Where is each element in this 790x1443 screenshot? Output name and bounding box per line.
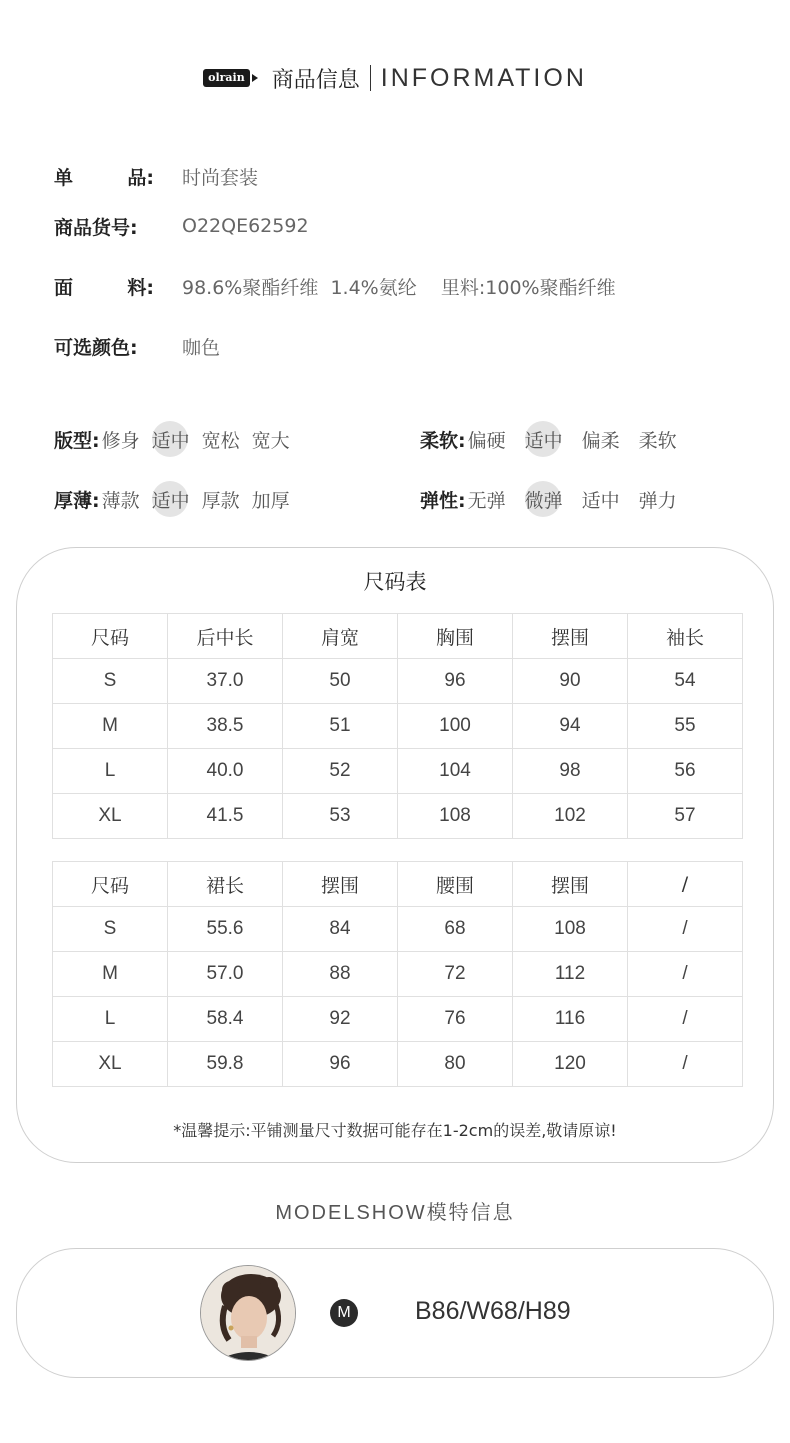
info-label-fabric: 面 料: bbox=[54, 276, 154, 299]
table-cell: 108 bbox=[398, 794, 513, 839]
table-cell: / bbox=[628, 997, 743, 1042]
table-cell: 100 bbox=[398, 704, 513, 749]
info-label-item: 单 品: bbox=[54, 166, 154, 189]
info-value-item: 时尚套装 bbox=[182, 166, 259, 189]
table-cell: 96 bbox=[283, 1042, 398, 1087]
attr-elasticity-option: 无弹 bbox=[467, 489, 506, 512]
table-cell: 76 bbox=[398, 997, 513, 1042]
table-cell: 80 bbox=[398, 1042, 513, 1087]
table-row bbox=[53, 1042, 743, 1087]
model-section-title: MODELSHOW模特信息 bbox=[275, 1202, 515, 1224]
table-cell: 53 bbox=[283, 794, 398, 839]
table-header-cell: 尺码 bbox=[53, 862, 168, 907]
table-header-cell: 胸围 bbox=[398, 614, 513, 659]
table-cell: 92 bbox=[283, 997, 398, 1042]
attr-fit-option: 宽松 bbox=[201, 429, 240, 452]
play-triangle-icon bbox=[252, 74, 258, 82]
model-measurements: B86/W68/H89 bbox=[415, 1297, 571, 1325]
table-cell: 108 bbox=[513, 907, 628, 952]
table-cell: 68 bbox=[398, 907, 513, 952]
attr-elasticity-label: 弹性: bbox=[420, 489, 466, 512]
table-cell: 55.6 bbox=[168, 907, 283, 952]
attr-thickness-label: 厚薄: bbox=[54, 489, 100, 512]
table-cell: XL bbox=[53, 1042, 168, 1087]
table-header-cell: 摆围 bbox=[513, 862, 628, 907]
header-title-cn: 商品信息 bbox=[271, 67, 360, 93]
table-cell: M bbox=[53, 952, 168, 997]
table-cell: 50 bbox=[283, 659, 398, 704]
bottom-size-table bbox=[52, 861, 743, 1087]
attr-elasticity bbox=[420, 479, 677, 519]
size-chart-title: 尺码表 bbox=[363, 570, 427, 594]
attr-fit-option: 宽大 bbox=[251, 429, 290, 452]
table-cell: M bbox=[53, 704, 168, 749]
table-row bbox=[53, 997, 743, 1042]
table-cell: 57 bbox=[628, 794, 743, 839]
info-row-fabric bbox=[54, 271, 616, 301]
table-cell: 116 bbox=[513, 997, 628, 1042]
top-size-table bbox=[52, 613, 743, 839]
info-value-sku: O22QE62592 bbox=[182, 215, 309, 237]
table-row bbox=[53, 704, 743, 749]
table-cell: L bbox=[53, 997, 168, 1042]
table-row bbox=[53, 749, 743, 794]
info-label-sku: 商品货号: bbox=[54, 216, 138, 239]
table-cell: 58.4 bbox=[168, 997, 283, 1042]
info-value-color: 咖色 bbox=[182, 336, 221, 359]
table-header-cell: 裙长 bbox=[168, 862, 283, 907]
attr-thickness-option: 厚款 bbox=[201, 489, 240, 512]
info-row-color bbox=[54, 331, 220, 361]
info-row-item bbox=[54, 161, 258, 191]
table-header-row bbox=[53, 614, 743, 659]
table-cell: 84 bbox=[283, 907, 398, 952]
table-cell: 57.0 bbox=[168, 952, 283, 997]
table-header-cell: 袖长 bbox=[628, 614, 743, 659]
attr-fit-label: 版型: bbox=[54, 429, 100, 452]
table-header-cell: 摆围 bbox=[283, 862, 398, 907]
info-label-color: 可选颜色: bbox=[54, 336, 138, 359]
attr-softness-label: 柔软: bbox=[420, 429, 466, 452]
attr-softness-option: 柔软 bbox=[638, 429, 677, 452]
model-portrait-icon bbox=[201, 1266, 296, 1361]
table-cell: XL bbox=[53, 794, 168, 839]
attr-thickness-option: 加厚 bbox=[251, 489, 290, 512]
model-size-badge: M bbox=[330, 1299, 358, 1327]
table-cell: 102 bbox=[513, 794, 628, 839]
attr-fit-option-selected: 适中 bbox=[152, 426, 190, 453]
table-cell: 120 bbox=[513, 1042, 628, 1087]
table-cell: 37.0 bbox=[168, 659, 283, 704]
table-header-cell: 后中长 bbox=[168, 614, 283, 659]
table-row bbox=[53, 659, 743, 704]
table-cell: S bbox=[53, 907, 168, 952]
page-header bbox=[0, 58, 790, 98]
table-header-cell: 摆围 bbox=[513, 614, 628, 659]
model-card bbox=[16, 1248, 774, 1378]
table-header-cell: 尺码 bbox=[53, 614, 168, 659]
table-cell: 96 bbox=[398, 659, 513, 704]
attr-elasticity-option: 弹力 bbox=[638, 489, 677, 512]
attr-elasticity-option: 适中 bbox=[581, 489, 620, 512]
attr-softness-option: 偏硬 bbox=[467, 429, 506, 452]
table-row bbox=[53, 907, 743, 952]
table-row bbox=[53, 794, 743, 839]
table-cell: 38.5 bbox=[168, 704, 283, 749]
attr-softness-option-selected: 适中 bbox=[525, 426, 563, 453]
table-cell: 52 bbox=[283, 749, 398, 794]
table-cell: 40.0 bbox=[168, 749, 283, 794]
model-avatar bbox=[200, 1265, 296, 1361]
table-cell: 94 bbox=[513, 704, 628, 749]
table-cell: 98 bbox=[513, 749, 628, 794]
brand-logo bbox=[203, 69, 258, 87]
table-cell: / bbox=[628, 952, 743, 997]
table-cell: 51 bbox=[283, 704, 398, 749]
attr-softness bbox=[420, 419, 677, 459]
attr-thickness-option-selected: 适中 bbox=[152, 486, 190, 513]
attr-thickness bbox=[54, 479, 290, 519]
table-header-cell: 肩宽 bbox=[283, 614, 398, 659]
table-cell: 56 bbox=[628, 749, 743, 794]
attr-fit bbox=[54, 419, 290, 459]
attr-fit-option: 修身 bbox=[101, 429, 140, 452]
table-cell: 104 bbox=[398, 749, 513, 794]
table-cell: 90 bbox=[513, 659, 628, 704]
attr-softness-option: 偏柔 bbox=[581, 429, 620, 452]
header-divider bbox=[370, 65, 371, 91]
table-cell: / bbox=[628, 1042, 743, 1087]
header-title-en: INFORMATION bbox=[380, 63, 587, 92]
table-cell: 54 bbox=[628, 659, 743, 704]
table-cell: 88 bbox=[283, 952, 398, 997]
measurement-note: *温馨提示:平铺测量尺寸数据可能存在1-2cm的误差,敬请原谅! bbox=[173, 1121, 617, 1140]
brand-logo-text: olrain bbox=[203, 69, 250, 87]
table-cell: 72 bbox=[398, 952, 513, 997]
table-cell: / bbox=[628, 907, 743, 952]
attr-elasticity-option-selected: 微弹 bbox=[525, 486, 563, 513]
info-value-fabric: 98.6%聚酯纤维 1.4%氨纶 里料:100%聚酯纤维 bbox=[182, 276, 616, 299]
table-header-cell: / bbox=[628, 862, 743, 907]
table-cell: L bbox=[53, 749, 168, 794]
info-row-sku bbox=[54, 211, 309, 241]
table-row bbox=[53, 952, 743, 997]
attr-thickness-option: 薄款 bbox=[101, 489, 140, 512]
table-cell: 55 bbox=[628, 704, 743, 749]
table-cell: S bbox=[53, 659, 168, 704]
table-cell: 112 bbox=[513, 952, 628, 997]
table-cell: 41.5 bbox=[168, 794, 283, 839]
table-header-cell: 腰围 bbox=[398, 862, 513, 907]
table-header-row bbox=[53, 862, 743, 907]
table-cell: 59.8 bbox=[168, 1042, 283, 1087]
